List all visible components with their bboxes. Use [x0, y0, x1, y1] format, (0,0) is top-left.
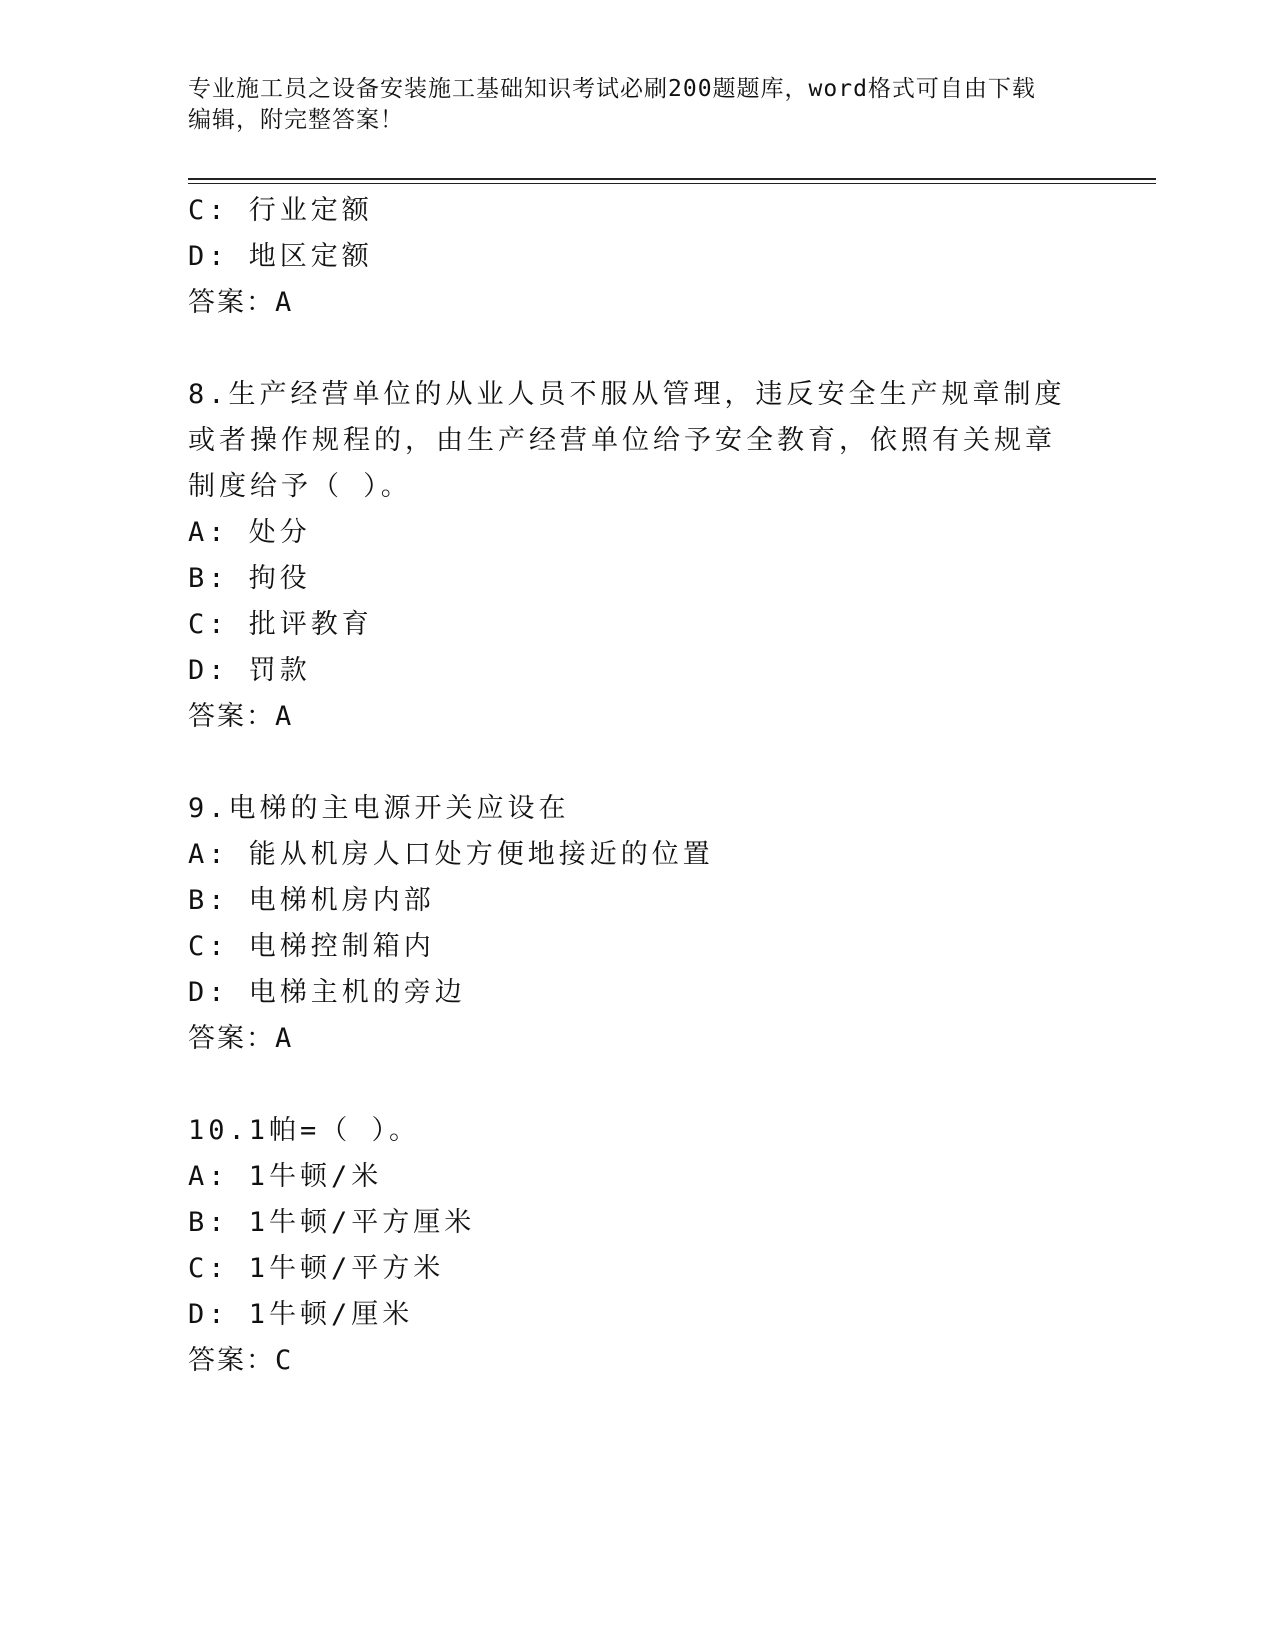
answer: 答案：A	[188, 1023, 294, 1054]
header-divider-thin	[188, 183, 1156, 184]
question-9	[188, 786, 1088, 1062]
option-c: C: 批评教育	[188, 609, 373, 640]
question-8	[188, 372, 1088, 740]
option-b: B: 电梯机房内部	[188, 885, 435, 916]
spacer	[188, 326, 1088, 372]
option-d: D: 罚款	[188, 655, 311, 686]
option-b: B: 拘役	[188, 563, 311, 594]
question-list	[188, 188, 1088, 1384]
answer: 答案：C	[188, 1345, 294, 1376]
option-d: D: 1牛顿/厘米	[188, 1299, 414, 1330]
option-d: D: 地区定额	[188, 241, 373, 272]
question-10	[188, 1108, 1088, 1384]
document-header	[188, 74, 1068, 136]
option-d: D: 电梯主机的旁边	[188, 977, 466, 1008]
header-line-2: 编辑，附完整答案！	[188, 107, 404, 133]
option-c: C: 1牛顿/平方米	[188, 1253, 445, 1284]
prev-question	[188, 188, 1088, 326]
option-a: A: 1牛顿/米	[188, 1161, 383, 1192]
answer: 答案：A	[188, 701, 294, 732]
header-line-1: 专业施工员之设备安装施工基础知识考试必刷200题题库，word格式可自由下载	[188, 76, 1036, 102]
question-text: 10.1帕=（ ）。	[188, 1115, 421, 1146]
question-text: 8.生产经营单位的从业人员不服从管理，违反安全生产规章制度或者操作规程的，由生产经营单位给予安全教育，依照有关规章制度给予（ ）。	[188, 379, 1066, 502]
spacer	[188, 1062, 1088, 1108]
option-b: B: 1牛顿/平方厘米	[188, 1207, 476, 1238]
question-text: 9.电梯的主电源开关应设在	[188, 793, 570, 824]
answer: 答案：A	[188, 287, 294, 318]
option-a: A: 处分	[188, 517, 311, 548]
header-divider-thick	[188, 178, 1156, 180]
option-c: C: 行业定额	[188, 195, 373, 226]
option-a: A: 能从机房人口处方便地接近的位置	[188, 839, 714, 870]
option-c: C: 电梯控制箱内	[188, 931, 435, 962]
spacer	[188, 740, 1088, 786]
